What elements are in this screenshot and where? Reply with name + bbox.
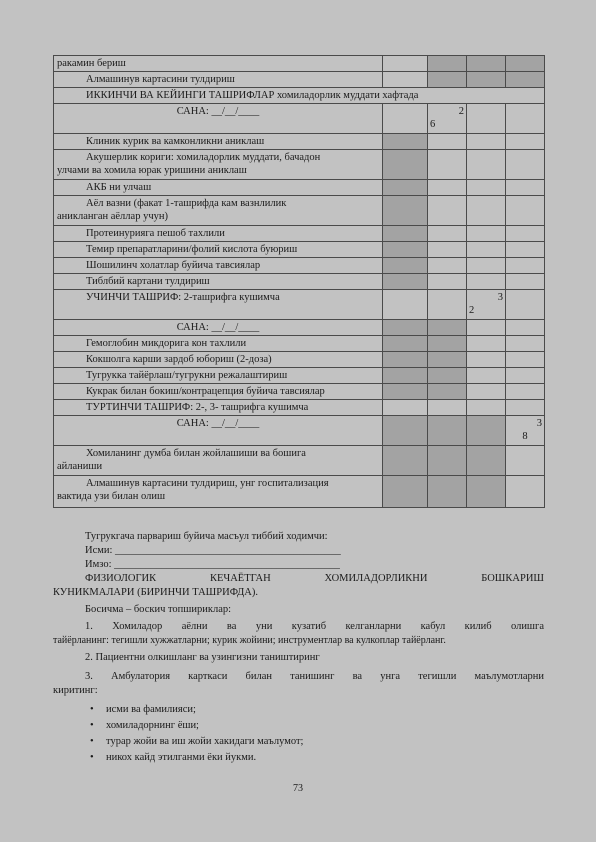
table-row xyxy=(54,150,545,180)
table-cell: Тугрукка тайёрлаш/тугрукни режалаштириш xyxy=(54,368,383,384)
list-item: хомиладорнинг ёши; xyxy=(106,720,199,731)
week-number: 2 xyxy=(458,106,464,117)
date-field: САНА: __/__/____ xyxy=(54,320,383,336)
table-row xyxy=(54,384,545,400)
table-row xyxy=(54,134,545,150)
date-field: САНА: __/__/____ xyxy=(54,416,383,446)
table-row xyxy=(54,226,545,242)
section-header-row xyxy=(54,290,545,320)
visit-checklist-table xyxy=(53,55,545,508)
table-cell: ракамин бериш xyxy=(54,56,383,72)
bullet-icon: • xyxy=(90,720,94,731)
signature-line: Имзо: ___________________________________________ xyxy=(85,559,340,570)
date-field: САНА: __/__/____ xyxy=(54,104,383,134)
table-row xyxy=(54,446,545,476)
table-cell: Тиблбий картани тулдириш xyxy=(54,274,383,290)
week-number: 8 xyxy=(522,431,528,442)
section-header-third-visit: УЧИНЧИ ТАШРИФ: 2-ташрифга кушимча xyxy=(54,290,383,320)
section-header-fourth-visit: ТУРТИНЧИ ТАШРИФ: 2-, 3- ташрифга кушимча xyxy=(54,400,383,416)
paragraph: тайёрланинг: тегишли хужжатларни; курик жойини; инструментлар ва кулкоплар тайёрланг. xyxy=(53,635,446,646)
table-row xyxy=(54,368,545,384)
section-header-row xyxy=(54,400,545,416)
list-item: турар жойи ва иш жойи хакидаги маълумот; xyxy=(106,736,304,747)
name-line: Исми: ___________________________________________ xyxy=(85,545,341,556)
table-cell: вактида узи билан олиш xyxy=(57,491,166,502)
table-row xyxy=(54,352,545,368)
table-row xyxy=(54,336,545,352)
table-cell: айланиши xyxy=(57,461,103,472)
bullet-icon: • xyxy=(90,704,94,715)
table-row xyxy=(54,56,545,72)
section-heading: ФИЗИОЛОГИК КЕЧАЁТГАН ХОМИЛАДОРЛИКНИ БОШКАРИШ xyxy=(85,573,544,584)
table-row xyxy=(54,72,545,88)
week-number: 6 xyxy=(430,119,436,130)
section-header-row xyxy=(54,88,545,104)
paragraph: 3. Амбулатория карткаси билан танишинг ва унга тегишли маълумотларни xyxy=(85,671,544,682)
table-row xyxy=(54,258,545,274)
text-block xyxy=(53,530,544,698)
table-row xyxy=(54,180,545,196)
table-cell: Кукрак билан бокиш/контрацепция буйича тавсиялар xyxy=(54,384,383,400)
section-heading: КУНИКМАЛАРИ (БИРИНЧИ ТАШРИФДА). xyxy=(53,587,258,598)
table-cell: Хомиланинг думба билан жойлашиши ва бошига xyxy=(86,448,306,459)
table-cell: Акушерлик кориги: хомиладорлик муддати, бачадон xyxy=(86,152,321,163)
table-cell: улчами ва хомила юрак уришини аниклаш xyxy=(57,165,247,176)
table-cell: АКБ ни улчаш xyxy=(54,180,383,196)
paragraph: 1. Хомиладор аёлни ва уни кузатиб келганларни кабул килиб олишга xyxy=(85,621,544,632)
table-cell: Протеинурияга пешоб тахлили xyxy=(54,226,383,242)
table-row xyxy=(54,196,545,226)
table-cell: Клиник курик ва камконликни аниклаш xyxy=(54,134,383,150)
list-item: никох кайд этилганми ёки йукми. xyxy=(106,752,257,763)
section-header-second-visits: ИККИНЧИ ВА КЕЙИНГИ ТАШРИФЛАР хомиладорлик муддати хафтада xyxy=(54,88,545,104)
table-cell: Темир препаратларини/фолий кислота буюриш xyxy=(54,242,383,258)
bullet-icon: • xyxy=(90,752,94,763)
responsible-worker-label: Тугрукгача парвариш буйича масъул тиббий ходимчи: xyxy=(85,531,328,542)
list-item: исми ва фамилияси; xyxy=(106,704,196,715)
table-row xyxy=(54,242,545,258)
table-row xyxy=(54,476,545,508)
table-row xyxy=(54,274,545,290)
table-cell: Алмашинув картасини тулдириш, унг госпитализация xyxy=(86,478,329,489)
paragraph: 2. Пациентни олкишланг ва узингизни таништиринг xyxy=(85,652,320,663)
week-number: 3 xyxy=(536,418,542,429)
page-number: 73 xyxy=(293,783,303,794)
date-row xyxy=(54,416,545,446)
paragraph: киритинг: xyxy=(53,685,98,696)
date-row xyxy=(54,320,545,336)
week-number: 2 xyxy=(469,305,475,316)
table-cell: Алмашинув картасини тулдириш xyxy=(54,72,383,88)
bullet-icon: • xyxy=(90,736,94,747)
week-number: 3 xyxy=(497,292,503,303)
table-cell: Аёл вазни (факат 1-ташрифда кам вазнлилик xyxy=(86,198,287,209)
table-cell: Шошилинч холатлар буйича тавсиялар xyxy=(54,258,383,274)
table-cell: Гемоглобин микдорига кон тахлили xyxy=(54,336,383,352)
table-cell: аникланган аёллар учун) xyxy=(57,211,168,222)
paragraph: Босичма – боскич топшириклар: xyxy=(85,604,232,615)
table-cell: Кокшолга карши зардоб юбориш (2-доза) xyxy=(54,352,383,368)
date-row xyxy=(54,104,545,134)
